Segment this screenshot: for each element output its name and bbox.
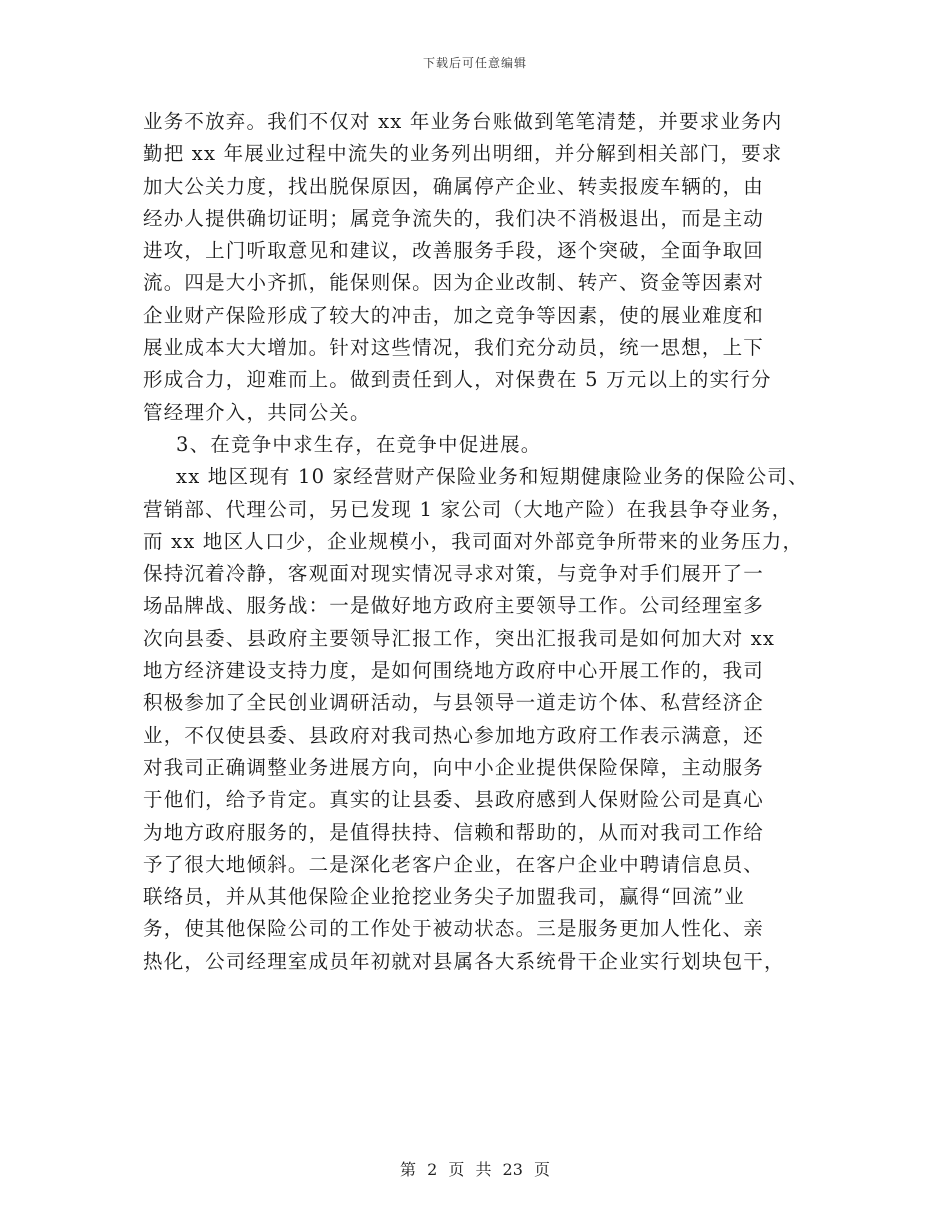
text-line: 予了很大地倾斜。二是深化老客户企业，在客户企业中聘请信息员、 (143, 852, 765, 876)
text-line: 管经理介入，共同公关。 (143, 400, 371, 424)
text-line: 经办人提供确切证明；属竞争流失的，我们决不消极退出，而是主动 (143, 206, 765, 230)
text-line: 企业财产保险形成了较大的冲击，加之竞争等因素，使的展业难度和 (143, 303, 765, 327)
text-line: 场品牌战、服务战：一是做好地方政府主要领导工作。公司经理室多 (143, 594, 765, 618)
text-line: 形成合力，迎难而上。做到责任到人，对保费在 5 万元以上的实行分 (143, 368, 772, 392)
text-line: 而 xx 地区人口少，企业规模小，我司面对外部竞争所带来的业务压力， (143, 529, 804, 553)
text-line: 联络员，并从其他保险企业抢挖业务尖子加盟我司，赢得“回流”业 (143, 885, 745, 909)
text-line: 3、在竞争中求生存，在竞争中促进展。 (176, 432, 542, 456)
text-line: 次向县委、县政府主要领导汇报工作，突出汇报我司是如何加大对 xx (143, 626, 776, 650)
text-line: 流。四是大小齐抓，能保则保。因为企业改制、转产、资金等因素对 (143, 271, 765, 295)
text-line: 于他们，给予肯定。真实的让县委、县政府感到人保财险公司是真心 (143, 788, 765, 812)
text-line: 业务不放弃。我们不仅对 xx 年业务台账做到笔笔清楚，并要求业务内 (143, 110, 783, 133)
text-line: 务，使其他保险公司的工作处于被动状态。三是服务更加人性化、亲 (143, 917, 765, 941)
text-line: 营销部、代理公司，另已发现 1 家公司（大地产险）在我县争夺业务， (143, 497, 793, 521)
page-footer: 第 2 页 共 23 页 (400, 1160, 550, 1179)
text-line: 展业成本大大增加。针对这些情况，我们充分动员，统一思想，上下 (143, 336, 765, 360)
text-line: 对我司正确调整业务进展方向，向中小企业提供保险保障，主动服务 (143, 755, 765, 779)
text-line: 为地方政府服务的，是值得扶持、信赖和帮助的，从而对我司工作给 (143, 820, 765, 844)
text-line: 保持沉着冷静，客观面对现实情况寻求对策，与竞争对手们展开了一 (143, 562, 765, 586)
text-line: 进攻，上门听取意见和建议，改善服务手段，逐个突破，全面争取回 (143, 239, 765, 263)
text-line: xx 地区现有 10 家经营财产保险业务和短期健康险业务的保险公司、 (176, 465, 809, 489)
text-line: 地方经济建设支持力度，是如何围绕地方政府中心开展工作的，我司 (143, 659, 765, 683)
text-line: 积极参加了全民创业调研活动，与县领导一道走访个体、私营经济企 (143, 691, 765, 715)
document-body (143, 106, 823, 978)
page-header: 下载后可任意编辑 (422, 56, 527, 70)
text-line: 热化，公司经理室成员年初就对县属各大系统骨干企业实行划块包干， (143, 949, 785, 973)
text-line: 业，不仅使县委、县政府对我司热心参加地方政府工作表示满意，还 (143, 723, 765, 747)
text-line: 勤把 xx 年展业过程中流失的业务列出明细，并分解到相关部门，要求 (143, 142, 783, 166)
text-line: 加大公关力度，找出脱保原因，确属停产企业、转卖报废车辆的，由 (143, 174, 765, 198)
